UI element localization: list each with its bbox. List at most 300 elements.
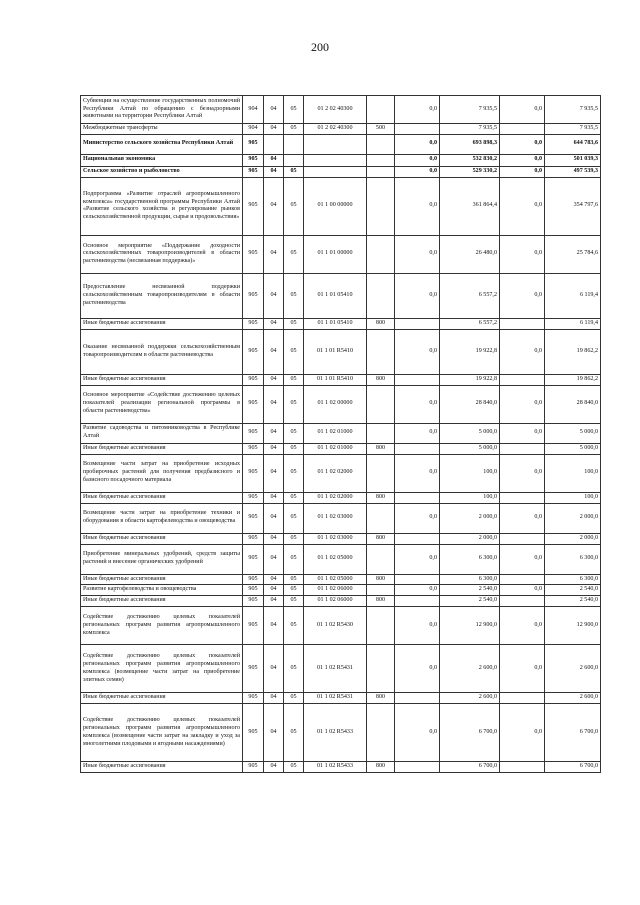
amount-col-1: 0,0	[395, 134, 440, 154]
subsection-code: 05	[284, 423, 304, 443]
amount-col-1	[395, 693, 440, 704]
ministry-code: 905	[243, 385, 264, 423]
amount-col-3: 0,0	[500, 154, 545, 166]
row-name: Сельское хозяйство и рыболовство	[81, 166, 243, 177]
row-name: Предоставление несвязанной поддержки сельскохозяйственным товаропроизводителям в области растениеводства	[81, 273, 243, 318]
section-code: 04	[264, 423, 284, 443]
target-article-code	[304, 134, 367, 154]
table-row	[81, 166, 601, 177]
table-row	[81, 374, 601, 385]
amount-col-1	[395, 574, 440, 585]
table-row	[81, 454, 601, 492]
amount-col-1	[395, 318, 440, 329]
section-code: 04	[264, 704, 284, 762]
subsection-code: 05	[284, 544, 304, 574]
expense-type-code	[367, 607, 395, 645]
target-article-code: 01 2 02 40300	[304, 96, 367, 124]
amount-col-3: 0,0	[500, 273, 545, 318]
amount-col-1	[395, 533, 440, 544]
expense-type-code: 800	[367, 574, 395, 585]
amount-col-2: 361 864,4	[440, 177, 500, 235]
amount-col-2: 12 900,0	[440, 607, 500, 645]
amount-col-1: 0,0	[395, 166, 440, 177]
page-number: 200	[311, 40, 329, 54]
amount-col-2: 28 840,0	[440, 385, 500, 423]
target-article-code: 01 1 02 05000	[304, 544, 367, 574]
amount-col-3: 0,0	[500, 96, 545, 124]
ministry-code: 905	[243, 134, 264, 154]
table-row	[81, 533, 601, 544]
ministry-code: 905	[243, 177, 264, 235]
target-article-code: 01 1 02 03000	[304, 533, 367, 544]
subsection-code: 05	[284, 533, 304, 544]
subsection-code: 05	[284, 96, 304, 124]
row-name: Возмещение части затрат на приобретение техники и оборудования в области картофелеводства и овощеводства	[81, 503, 243, 533]
row-name: Национальная экономика	[81, 154, 243, 166]
amount-col-1	[395, 492, 440, 503]
amount-col-2: 2 600,0	[440, 645, 500, 693]
table-row	[81, 385, 601, 423]
amount-col-2: 7 935,5	[440, 96, 500, 124]
amount-col-4: 6 700,0	[545, 704, 601, 762]
section-code: 04	[264, 574, 284, 585]
row-name: Содействие достижению целевых показателей региональных программ развития агропромышленного комплекса (возмещение части затрат на закладку и уход за многолетними плодовыми и ягодными насаждениями)	[81, 704, 243, 762]
target-article-code: 01 1 02 05000	[304, 574, 367, 585]
target-article-code: 01 1 02 R5430	[304, 607, 367, 645]
amount-col-4: 2 600,0	[545, 645, 601, 693]
target-article-code: 01 2 02 40300	[304, 124, 367, 135]
subsection-code: 05	[284, 645, 304, 693]
subsection-code: 05	[284, 235, 304, 273]
table-row	[81, 177, 601, 235]
amount-col-2: 693 898,3	[440, 134, 500, 154]
ministry-code: 905	[243, 503, 264, 533]
expense-type-code: 800	[367, 492, 395, 503]
amount-col-3	[500, 124, 545, 135]
amount-col-3: 0,0	[500, 704, 545, 762]
subsection-code: 05	[284, 374, 304, 385]
expense-type-code	[367, 544, 395, 574]
target-article-code: 01 1 02 R5431	[304, 693, 367, 704]
amount-col-3: 0,0	[500, 423, 545, 443]
row-name: Субвенции на осуществление государственных полномочий Республики Алтай по обращению с безнадзорными животными на территории Республики Алтай	[81, 96, 243, 124]
row-name: Иные бюджетные ассигнования	[81, 693, 243, 704]
amount-col-4: 28 840,0	[545, 385, 601, 423]
amount-col-4: 6 119,4	[545, 273, 601, 318]
amount-col-3	[500, 533, 545, 544]
section-code: 04	[264, 96, 284, 124]
section-code: 04	[264, 533, 284, 544]
target-article-code: 01 1 01 05410	[304, 273, 367, 318]
amount-col-1	[395, 443, 440, 454]
table-row	[81, 693, 601, 704]
subsection-code: 05	[284, 607, 304, 645]
target-article-code	[304, 154, 367, 166]
table-row	[81, 607, 601, 645]
ministry-code: 905	[243, 645, 264, 693]
row-name: Иные бюджетные ассигнования	[81, 762, 243, 773]
row-name: Иные бюджетные ассигнования	[81, 374, 243, 385]
amount-col-3	[500, 574, 545, 585]
expense-type-code	[367, 134, 395, 154]
expense-type-code	[367, 454, 395, 492]
row-name: Основное мероприятие «Содействие достижению целевых показателей реализации региональной программы в области растениеводства»	[81, 385, 243, 423]
expense-type-code	[367, 423, 395, 443]
table-row	[81, 235, 601, 273]
amount-col-2: 2 540,0	[440, 585, 500, 596]
target-article-code: 01 1 02 03000	[304, 503, 367, 533]
row-name: Приобретение минеральных удобрений, средств защиты растений и внесение органических удобрений	[81, 544, 243, 574]
amount-col-4: 7 935,5	[545, 124, 601, 135]
amount-col-3: 0,0	[500, 134, 545, 154]
row-name: Иные бюджетные ассигнования	[81, 574, 243, 585]
amount-col-3: 0,0	[500, 177, 545, 235]
section-code: 04	[264, 374, 284, 385]
amount-col-3	[500, 318, 545, 329]
expense-type-code	[367, 154, 395, 166]
target-article-code: 01 1 02 R5433	[304, 762, 367, 773]
amount-col-2: 6 700,0	[440, 762, 500, 773]
table-row	[81, 762, 601, 773]
amount-col-4: 644 783,6	[545, 134, 601, 154]
target-article-code: 01 1 02 06000	[304, 585, 367, 596]
budget-table	[80, 95, 601, 773]
row-name: Развитие картофелеводства и овощеводства	[81, 585, 243, 596]
section-code: 04	[264, 124, 284, 135]
amount-col-1: 0,0	[395, 454, 440, 492]
table-row	[81, 96, 601, 124]
subsection-code: 05	[284, 492, 304, 503]
row-name: Возмещение части затрат на приобретение исходных пробирочных растений для получения предбазисного и базисного посадочного материала	[81, 454, 243, 492]
amount-col-2: 532 830,2	[440, 154, 500, 166]
ministry-code: 905	[243, 574, 264, 585]
subsection-code: 05	[284, 574, 304, 585]
amount-col-1: 0,0	[395, 273, 440, 318]
section-code: 04	[264, 645, 284, 693]
table-row	[81, 574, 601, 585]
subsection-code: 05	[284, 443, 304, 454]
section-code: 04	[264, 503, 284, 533]
amount-col-1	[395, 596, 440, 607]
amount-col-3	[500, 762, 545, 773]
table-body	[81, 96, 601, 773]
amount-col-1	[395, 124, 440, 135]
row-name: Межбюджетные трансферты	[81, 124, 243, 135]
table-row	[81, 704, 601, 762]
table-row	[81, 492, 601, 503]
amount-col-2: 6 300,0	[440, 574, 500, 585]
row-name: Подпрограмма «Развитие отраслей агропромышленного комплекса» государственной программы Республики Алтай «Развитие сельского хозяйства и регулирование рынков сельскохозяйственной продукции, сырья и продовольствия»	[81, 177, 243, 235]
section-code: 04	[264, 443, 284, 454]
section-code: 04	[264, 596, 284, 607]
amount-col-3: 0,0	[500, 454, 545, 492]
amount-col-2: 7 935,5	[440, 124, 500, 135]
ministry-code: 905	[243, 318, 264, 329]
target-article-code	[304, 166, 367, 177]
target-article-code: 01 1 02 01000	[304, 423, 367, 443]
ministry-code: 905	[243, 235, 264, 273]
amount-col-1: 0,0	[395, 704, 440, 762]
table-row	[81, 503, 601, 533]
amount-col-2: 5 000,0	[440, 443, 500, 454]
amount-col-1: 0,0	[395, 177, 440, 235]
amount-col-2: 100,0	[440, 492, 500, 503]
row-name: Содействие достижению целевых показателей региональных программ развития агропромышленного комплекса	[81, 607, 243, 645]
amount-col-4: 2 600,0	[545, 693, 601, 704]
expense-type-code	[367, 166, 395, 177]
amount-col-4: 6 700,0	[545, 762, 601, 773]
amount-col-4: 7 935,5	[545, 96, 601, 124]
subsection-code: 05	[284, 318, 304, 329]
ministry-code: 905	[243, 166, 264, 177]
amount-col-1: 0,0	[395, 385, 440, 423]
row-name: Иные бюджетные ассигнования	[81, 318, 243, 329]
target-article-code: 01 1 02 02000	[304, 454, 367, 492]
section-code: 04	[264, 177, 284, 235]
amount-col-2: 6 557,2	[440, 273, 500, 318]
subsection-code: 05	[284, 454, 304, 492]
expense-type-code: 800	[367, 318, 395, 329]
amount-col-4: 2 540,0	[545, 596, 601, 607]
row-name: Иные бюджетные ассигнования	[81, 492, 243, 503]
table-row	[81, 645, 601, 693]
amount-col-1	[395, 374, 440, 385]
expense-type-code: 800	[367, 443, 395, 454]
row-name: Содействие достижению целевых показателей региональных программ развития агропромышленного комплекса (возмещение части затрат на приобретение элитных семян)	[81, 645, 243, 693]
amount-col-1: 0,0	[395, 607, 440, 645]
ministry-code: 905	[243, 596, 264, 607]
section-code: 04	[264, 385, 284, 423]
subsection-code: 05	[284, 596, 304, 607]
table-row	[81, 585, 601, 596]
ministry-code: 905	[243, 492, 264, 503]
ministry-code: 905	[243, 533, 264, 544]
amount-col-2: 19 922,8	[440, 374, 500, 385]
amount-col-4: 12 900,0	[545, 607, 601, 645]
amount-col-4: 2 000,0	[545, 503, 601, 533]
amount-col-2: 2 000,0	[440, 533, 500, 544]
expense-type-code: 800	[367, 533, 395, 544]
section-code	[264, 134, 284, 154]
subsection-code: 05	[284, 177, 304, 235]
amount-col-4: 5 000,0	[545, 423, 601, 443]
table-row	[81, 544, 601, 574]
amount-col-2: 2 540,0	[440, 596, 500, 607]
row-name: Министерство сельского хозяйства Республики Алтай	[81, 134, 243, 154]
table-row	[81, 124, 601, 135]
section-code: 04	[264, 693, 284, 704]
row-name: Основное мероприятие «Поддержание доходности сельскохозяйственных товаропроизводителей в области растениеводства (несвязанная поддержка)»	[81, 235, 243, 273]
amount-col-4: 6 119,4	[545, 318, 601, 329]
expense-type-code: 800	[367, 762, 395, 773]
amount-col-3	[500, 492, 545, 503]
amount-col-4: 497 539,3	[545, 166, 601, 177]
target-article-code: 01 1 01 05410	[304, 318, 367, 329]
expense-type-code	[367, 235, 395, 273]
target-article-code: 01 1 02 06000	[304, 596, 367, 607]
expense-type-code	[367, 503, 395, 533]
ministry-code: 905	[243, 374, 264, 385]
table-row	[81, 134, 601, 154]
amount-col-3: 0,0	[500, 235, 545, 273]
ministry-code: 905	[243, 454, 264, 492]
subsection-code: 05	[284, 585, 304, 596]
section-code: 04	[264, 492, 284, 503]
target-article-code: 01 1 02 01000	[304, 443, 367, 454]
amount-col-3: 0,0	[500, 166, 545, 177]
section-code: 04	[264, 544, 284, 574]
amount-col-4: 19 862,2	[545, 374, 601, 385]
amount-col-1: 0,0	[395, 503, 440, 533]
amount-col-4: 6 300,0	[545, 544, 601, 574]
expense-type-code	[367, 645, 395, 693]
amount-col-4: 25 784,6	[545, 235, 601, 273]
subsection-code: 05	[284, 704, 304, 762]
amount-col-1: 0,0	[395, 96, 440, 124]
target-article-code: 01 1 01 R5410	[304, 329, 367, 374]
section-code: 04	[264, 329, 284, 374]
expense-type-code	[367, 273, 395, 318]
expense-type-code	[367, 177, 395, 235]
ministry-code: 905	[243, 154, 264, 166]
subsection-code: 05	[284, 693, 304, 704]
expense-type-code: 800	[367, 596, 395, 607]
ministry-code: 905	[243, 585, 264, 596]
target-article-code: 01 1 02 00000	[304, 385, 367, 423]
ministry-code: 904	[243, 124, 264, 135]
section-code: 04	[264, 154, 284, 166]
ministry-code: 905	[243, 443, 264, 454]
row-name: Иные бюджетные ассигнования	[81, 533, 243, 544]
table-row	[81, 273, 601, 318]
target-article-code: 01 1 02 R5433	[304, 704, 367, 762]
table-row	[81, 443, 601, 454]
amount-col-2: 19 922,8	[440, 329, 500, 374]
ministry-code: 904	[243, 96, 264, 124]
subsection-code: 05	[284, 166, 304, 177]
ministry-code: 905	[243, 704, 264, 762]
amount-col-2: 2 600,0	[440, 693, 500, 704]
amount-col-1: 0,0	[395, 585, 440, 596]
amount-col-2: 6 300,0	[440, 544, 500, 574]
amount-col-1: 0,0	[395, 329, 440, 374]
amount-col-3: 0,0	[500, 385, 545, 423]
subsection-code: 05	[284, 503, 304, 533]
ministry-code: 905	[243, 423, 264, 443]
amount-col-2: 6 700,0	[440, 704, 500, 762]
amount-col-1: 0,0	[395, 423, 440, 443]
subsection-code: 05	[284, 124, 304, 135]
amount-col-1: 0,0	[395, 235, 440, 273]
table-row	[81, 318, 601, 329]
subsection-code	[284, 154, 304, 166]
expense-type-code: 800	[367, 693, 395, 704]
amount-col-3: 0,0	[500, 607, 545, 645]
amount-col-4: 100,0	[545, 454, 601, 492]
subsection-code: 05	[284, 329, 304, 374]
amount-col-3	[500, 374, 545, 385]
section-code: 04	[264, 235, 284, 273]
amount-col-4: 100,0	[545, 492, 601, 503]
amount-col-2: 2 000,0	[440, 503, 500, 533]
ministry-code: 905	[243, 273, 264, 318]
amount-col-4: 354 797,6	[545, 177, 601, 235]
table-row	[81, 423, 601, 443]
expense-type-code	[367, 585, 395, 596]
amount-col-4: 501 039,3	[545, 154, 601, 166]
expense-type-code	[367, 704, 395, 762]
section-code: 04	[264, 585, 284, 596]
amount-col-4: 2 000,0	[545, 533, 601, 544]
amount-col-3	[500, 443, 545, 454]
amount-col-2: 529 330,2	[440, 166, 500, 177]
section-code: 04	[264, 607, 284, 645]
amount-col-3: 0,0	[500, 544, 545, 574]
section-code: 04	[264, 318, 284, 329]
subsection-code	[284, 134, 304, 154]
amount-col-2: 100,0	[440, 454, 500, 492]
amount-col-4: 5 000,0	[545, 443, 601, 454]
amount-col-3: 0,0	[500, 645, 545, 693]
subsection-code: 05	[284, 385, 304, 423]
ministry-code: 905	[243, 544, 264, 574]
amount-col-4: 19 862,2	[545, 329, 601, 374]
target-article-code: 01 1 00 00000	[304, 177, 367, 235]
ministry-code: 905	[243, 693, 264, 704]
expense-type-code: 500	[367, 124, 395, 135]
amount-col-3: 0,0	[500, 329, 545, 374]
subsection-code: 05	[284, 762, 304, 773]
ministry-code: 905	[243, 329, 264, 374]
target-article-code: 01 1 01 R5410	[304, 374, 367, 385]
amount-col-3	[500, 693, 545, 704]
amount-col-3	[500, 596, 545, 607]
target-article-code: 01 1 02 R5431	[304, 645, 367, 693]
amount-col-1: 0,0	[395, 645, 440, 693]
expense-type-code: 800	[367, 374, 395, 385]
amount-col-2: 5 000,0	[440, 423, 500, 443]
row-name: Оказание несвязанной поддержки сельскохозяйственным товаропроизводителям в области растениеводства	[81, 329, 243, 374]
amount-col-1: 0,0	[395, 544, 440, 574]
amount-col-2: 26 480,0	[440, 235, 500, 273]
expense-type-code	[367, 385, 395, 423]
amount-col-3: 0,0	[500, 503, 545, 533]
table-row	[81, 596, 601, 607]
expense-type-code	[367, 329, 395, 374]
amount-col-1: 0,0	[395, 154, 440, 166]
section-code: 04	[264, 762, 284, 773]
amount-col-2: 6 557,2	[440, 318, 500, 329]
row-name: Иные бюджетные ассигнования	[81, 443, 243, 454]
amount-col-4: 6 300,0	[545, 574, 601, 585]
section-code: 04	[264, 454, 284, 492]
amount-col-4: 2 540,0	[545, 585, 601, 596]
ministry-code: 905	[243, 762, 264, 773]
section-code: 04	[264, 166, 284, 177]
target-article-code: 01 1 02 02000	[304, 492, 367, 503]
table-row	[81, 154, 601, 166]
ministry-code: 905	[243, 607, 264, 645]
expense-type-code	[367, 96, 395, 124]
subsection-code: 05	[284, 273, 304, 318]
amount-col-1	[395, 762, 440, 773]
table-row	[81, 329, 601, 374]
section-code: 04	[264, 273, 284, 318]
target-article-code: 01 1 01 00000	[304, 235, 367, 273]
row-name: Развитие садоводства и питомниководства в Республике Алтай	[81, 423, 243, 443]
amount-col-3: 0,0	[500, 585, 545, 596]
row-name: Иные бюджетные ассигнования	[81, 596, 243, 607]
